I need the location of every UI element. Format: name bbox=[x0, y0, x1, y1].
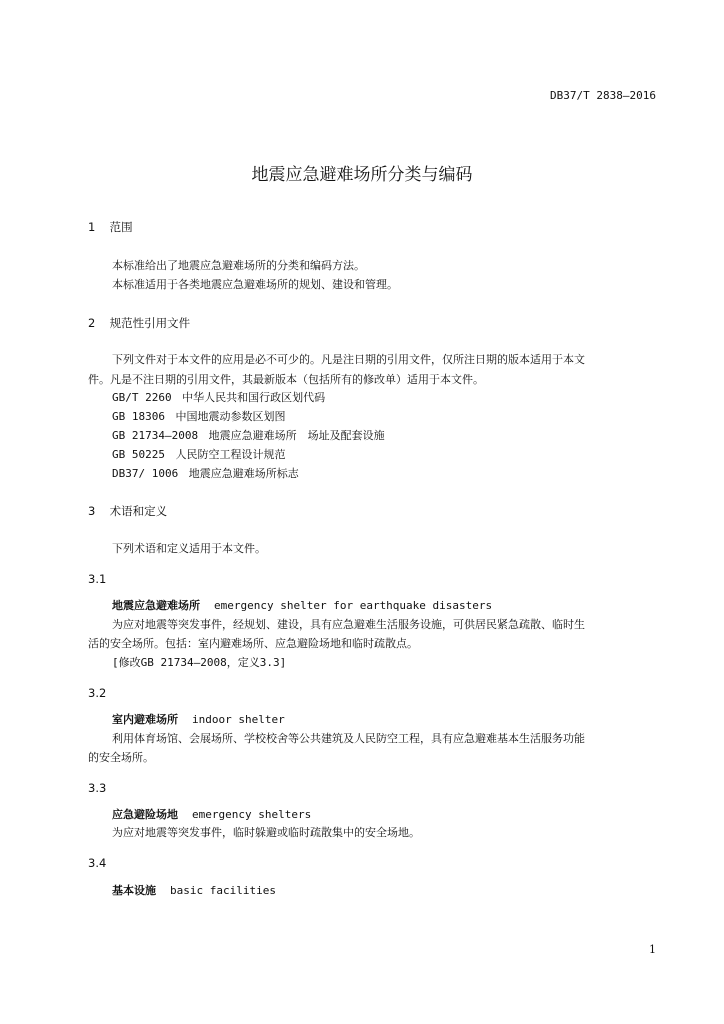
section-number: 1 bbox=[88, 220, 96, 234]
reference-item bbox=[112, 466, 299, 482]
reference-name: 中国地震动参数区划图 bbox=[175, 410, 286, 423]
standard-code: DB37/T 2838—2016 bbox=[550, 89, 656, 102]
reference-name: 地震应急避难场所标志 bbox=[188, 467, 299, 480]
reference-item bbox=[112, 447, 285, 463]
term-english: indoor shelter bbox=[192, 713, 285, 726]
reference-name: 人民防空工程设计规范 bbox=[175, 448, 286, 461]
section-3-heading bbox=[88, 503, 167, 519]
reference-code: GB 21734—2008 bbox=[112, 429, 199, 442]
section-2-heading bbox=[88, 315, 190, 331]
references-intro-line-2: 件。凡是不注日期的引用文件，其最新版本（包括所有的修改单）适用于本文件。 bbox=[88, 373, 484, 386]
term-definition-line-2: 的安全场所。 bbox=[88, 751, 154, 764]
page-number: 1 bbox=[649, 943, 656, 956]
references-intro-line-1: 下列文件对于本文件的应用是必不可少的。凡是注日期的引用文件，仅所注日期的版本适用于本文 bbox=[112, 353, 585, 366]
term-number: 3.4 bbox=[88, 856, 107, 870]
term-number: 3.2 bbox=[88, 686, 107, 700]
term-english: basic facilities bbox=[170, 884, 276, 897]
term-english: emergency shelter for earthquake disasters bbox=[214, 599, 493, 612]
term-definition-line-1: 为应对地震等突发事件，经规划、建设，具有应急避难生活服务设施，可供居民紧急疏散、临时生 bbox=[112, 618, 585, 631]
scope-paragraph-1: 本标准给出了地震应急避难场所的分类和编码方法。 bbox=[112, 259, 365, 272]
reference-code: DB37/ 1006 bbox=[112, 467, 179, 480]
term-number: 3.1 bbox=[88, 572, 107, 586]
term-chinese: 室内避难场所 bbox=[112, 713, 178, 726]
term-heading bbox=[112, 883, 276, 899]
term-heading bbox=[112, 712, 285, 728]
term-english: emergency shelters bbox=[192, 808, 312, 821]
reference-name: 地震应急避难场所 场址及配套设施 bbox=[208, 429, 385, 442]
section-title: 术语和定义 bbox=[109, 504, 168, 518]
term-definition-line-1: 为应对地震等突发事件，临时躲避或临时疏散集中的安全场地。 bbox=[112, 826, 420, 839]
terms-intro: 下列术语和定义适用于本文件。 bbox=[112, 542, 266, 555]
reference-item bbox=[112, 390, 325, 406]
term-chinese: 应急避险场地 bbox=[112, 808, 178, 821]
section-number: 3 bbox=[88, 504, 96, 518]
term-heading bbox=[112, 807, 311, 823]
reference-code: GB 50225 bbox=[112, 448, 165, 461]
scope-paragraph-2: 本标准适用于各类地震应急避难场所的规划、建设和管理。 bbox=[112, 278, 398, 291]
term-definition-line-2: 活的安全场所。包括：室内避难场所、应急避险场地和临时疏散点。 bbox=[88, 637, 418, 650]
term-chinese: 地震应急避难场所 bbox=[112, 599, 200, 612]
reference-item bbox=[112, 409, 285, 425]
reference-name: 中华人民共和国行政区划代码 bbox=[182, 391, 326, 404]
term-chinese: 基本设施 bbox=[112, 884, 156, 897]
reference-code: GB/T 2260 bbox=[112, 391, 172, 404]
term-number: 3.3 bbox=[88, 781, 107, 795]
section-title: 规范性引用文件 bbox=[109, 316, 191, 330]
section-1-heading bbox=[88, 219, 133, 235]
term-definition-line-1: 利用体育场馆、会展场所、学校校舍等公共建筑及人民防空工程，具有应急避难基本生活服务功能 bbox=[112, 732, 585, 745]
term-heading bbox=[112, 598, 492, 614]
term-source-note: [修改GB 21734—2008，定义3.3] bbox=[112, 656, 287, 669]
reference-item bbox=[112, 428, 385, 444]
section-title: 范围 bbox=[109, 220, 133, 234]
section-number: 2 bbox=[88, 316, 96, 330]
reference-code: GB 18306 bbox=[112, 410, 165, 423]
document-title: 地震应急避难场所分类与编码 bbox=[251, 165, 473, 185]
